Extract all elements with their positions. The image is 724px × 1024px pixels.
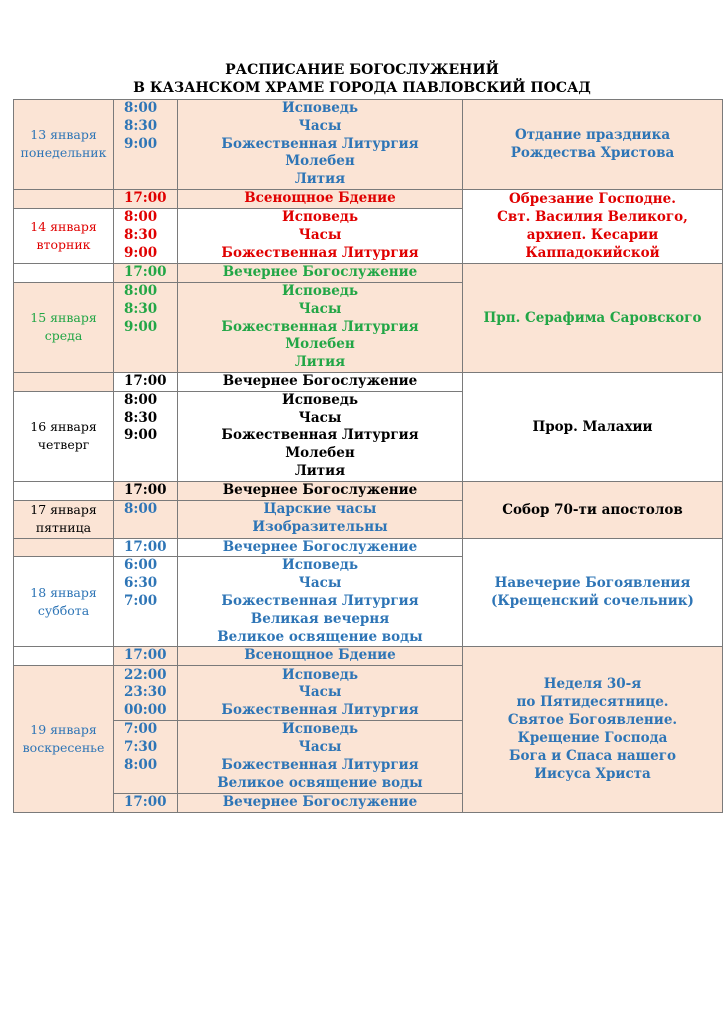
service-time: 17:00 bbox=[114, 793, 178, 812]
day-date: 14 января bbox=[30, 218, 97, 234]
service-time: 9:00 bbox=[124, 244, 158, 261]
service-name: Вечернее Богослужение bbox=[178, 481, 463, 500]
feast-line: (Крещенский сочельник) bbox=[491, 593, 694, 610]
service-name: Изобразительны bbox=[252, 519, 388, 536]
service-time: 6:00 bbox=[124, 557, 158, 574]
service-name: Вечернее Богослужение bbox=[178, 372, 463, 391]
feast-line: Крещение Господа bbox=[517, 730, 668, 747]
feast-line: Отдание праздника bbox=[514, 127, 671, 144]
service-name: Божественная Литургия bbox=[221, 318, 419, 335]
feast-line: Святое Богоявление. bbox=[507, 712, 678, 729]
service-name: Лития bbox=[294, 462, 346, 479]
service-name: Всенощное Бдение bbox=[178, 647, 463, 666]
service-name: Молебен bbox=[285, 153, 355, 170]
time-cell bbox=[114, 721, 178, 793]
service-name: Вечернее Богослужение bbox=[178, 263, 463, 282]
day-weekday: понедельник bbox=[20, 145, 107, 161]
service-name: Часы bbox=[298, 739, 342, 756]
day-date: 17 января bbox=[30, 502, 97, 518]
services-cell bbox=[178, 100, 463, 190]
time-cell bbox=[114, 100, 178, 190]
service-time: 8:00 bbox=[124, 391, 158, 408]
service-time: 7:00 bbox=[124, 592, 158, 609]
service-time: 17:00 bbox=[114, 372, 178, 391]
feast-line: Неделя 30-я bbox=[543, 676, 642, 693]
service-name: Всенощное Бдение bbox=[178, 189, 463, 208]
evening-row bbox=[14, 647, 723, 666]
services-cell bbox=[178, 282, 463, 372]
service-name: Часы bbox=[298, 409, 342, 426]
service-time: 8:00 bbox=[124, 282, 158, 299]
service-name: Божественная Литургия bbox=[221, 244, 419, 261]
evening-row bbox=[14, 372, 723, 391]
service-name: Исповедь bbox=[282, 391, 358, 408]
service-name: Молебен bbox=[285, 445, 355, 462]
evening-row bbox=[14, 481, 723, 500]
service-name: Божественная Литургия bbox=[221, 592, 419, 609]
service-name: Великая вечерня bbox=[250, 610, 390, 627]
service-name: Молебен bbox=[285, 336, 355, 353]
services-cell bbox=[178, 721, 463, 793]
day-date: 18 января bbox=[30, 584, 97, 600]
day-date-cell bbox=[14, 100, 114, 190]
day-weekday: вторник bbox=[36, 236, 91, 252]
service-time: 8:00 bbox=[124, 209, 158, 226]
feast-cell bbox=[463, 189, 723, 263]
schedule-title-line-2: В КАЗАНСКОМ ХРАМЕ ГОРОДА ПАВЛОВСКИЙ ПОСАД bbox=[133, 80, 591, 96]
day-weekday: пятница bbox=[35, 520, 92, 536]
day-date: 16 января bbox=[30, 419, 97, 435]
feast-line: Бога и Спаса нашего bbox=[508, 748, 677, 765]
service-name: Исповедь bbox=[282, 209, 358, 226]
service-name: Великое освящение воды bbox=[217, 628, 423, 645]
service-time: 22:00 bbox=[124, 666, 167, 683]
feast-line: Прор. Малахии bbox=[532, 418, 653, 435]
service-time: 00:00 bbox=[124, 702, 167, 719]
service-time: 8:30 bbox=[124, 227, 158, 244]
service-name: Божественная Литургия bbox=[221, 702, 419, 719]
time-cell bbox=[114, 208, 178, 263]
feast-cell bbox=[463, 100, 723, 190]
service-name: Вечернее Богослужение bbox=[178, 793, 463, 812]
feast-cell bbox=[463, 263, 723, 372]
day-row-13-morning bbox=[14, 100, 723, 190]
service-name: Часы bbox=[298, 684, 342, 701]
feast-line: Прп. Серафима Саровского bbox=[483, 309, 702, 326]
service-time: 6:30 bbox=[124, 575, 158, 592]
service-time: 8:30 bbox=[124, 409, 158, 426]
service-time: 8:30 bbox=[124, 117, 158, 134]
evening-row bbox=[14, 189, 723, 208]
services-cell bbox=[178, 557, 463, 647]
feast-cell bbox=[463, 481, 723, 538]
service-name: Вечернее Богослужение bbox=[178, 538, 463, 557]
day-weekday: воскресенье bbox=[22, 739, 105, 755]
feast-line: по Пятидесятнице. bbox=[516, 694, 669, 711]
service-time: 9:00 bbox=[124, 135, 158, 152]
day-date-cell bbox=[14, 557, 114, 647]
services-cell bbox=[178, 666, 463, 721]
service-name: Божественная Литургия bbox=[221, 756, 419, 773]
time-cell bbox=[114, 282, 178, 372]
service-name: Лития bbox=[294, 171, 346, 188]
feast-cell bbox=[463, 372, 723, 481]
service-time: 9:00 bbox=[124, 318, 158, 335]
day-date-cell bbox=[14, 282, 114, 372]
feast-line: Обрезание Господне. bbox=[509, 191, 676, 208]
day-date-cell bbox=[14, 208, 114, 263]
feast-line: архиеп. Кесарии bbox=[526, 227, 659, 244]
service-name: Божественная Литургия bbox=[221, 135, 419, 152]
service-name: Исповедь bbox=[282, 282, 358, 299]
schedule-title-line-1: РАСПИСАНИЕ БОГОСЛУЖЕНИЙ bbox=[225, 62, 499, 78]
evening-row bbox=[14, 538, 723, 557]
service-time: 8:00 bbox=[124, 100, 158, 116]
day-date-cell bbox=[14, 391, 114, 481]
day-date: 13 января bbox=[30, 127, 97, 143]
feast-line: Рождества Христова bbox=[510, 145, 675, 162]
service-name: Царские часы bbox=[263, 501, 377, 518]
feast-cell bbox=[463, 538, 723, 647]
service-time: 17:00 bbox=[114, 538, 178, 557]
feast-line: Собор 70-ти апостолов bbox=[502, 501, 683, 518]
service-name: Часы bbox=[298, 227, 342, 244]
empty-date-cell bbox=[14, 372, 114, 391]
service-name: Часы bbox=[298, 117, 342, 134]
time-cell bbox=[114, 391, 178, 481]
time-cell bbox=[114, 666, 178, 721]
service-time: 23:30 bbox=[124, 684, 167, 701]
day-weekday: суббота bbox=[37, 602, 90, 618]
empty-date-cell bbox=[14, 189, 114, 208]
service-time: 7:30 bbox=[124, 739, 158, 756]
service-time: 17:00 bbox=[114, 481, 178, 500]
service-name: Исповедь bbox=[282, 721, 358, 738]
service-time: 9:00 bbox=[124, 427, 158, 444]
day-weekday: среда bbox=[44, 328, 83, 344]
service-time: 7:00 bbox=[124, 721, 158, 738]
feast-line: Свт. Василия Великого, bbox=[497, 209, 688, 226]
day-date: 19 января bbox=[30, 721, 97, 737]
service-name: Божественная Литургия bbox=[221, 427, 419, 444]
service-name: Лития bbox=[294, 354, 346, 371]
service-time: 8:00 bbox=[124, 756, 158, 773]
time-cell bbox=[114, 500, 178, 538]
service-time: 8:30 bbox=[124, 300, 158, 317]
service-name: Часы bbox=[298, 575, 342, 592]
services-cell bbox=[178, 208, 463, 263]
service-time: 8:00 bbox=[124, 500, 158, 517]
day-date-cell bbox=[14, 666, 114, 812]
service-name: Исповедь bbox=[282, 557, 358, 574]
feast-line: Каппадокийской bbox=[525, 245, 660, 262]
service-time: 17:00 bbox=[114, 263, 178, 282]
empty-date-cell bbox=[14, 538, 114, 557]
evening-row bbox=[14, 263, 723, 282]
empty-date-cell bbox=[14, 263, 114, 282]
day-weekday: четверг bbox=[37, 437, 90, 453]
service-name: Великое освящение воды bbox=[217, 774, 423, 791]
service-name: Исповедь bbox=[282, 666, 358, 683]
service-name: Часы bbox=[298, 300, 342, 317]
time-cell bbox=[114, 557, 178, 647]
feast-cell bbox=[463, 647, 723, 812]
empty-date-cell bbox=[14, 481, 114, 500]
schedule-table bbox=[13, 99, 723, 813]
service-time: 17:00 bbox=[114, 189, 178, 208]
empty-date-cell bbox=[14, 647, 114, 666]
feast-line: Навечерие Богоявления bbox=[494, 575, 691, 592]
service-time: 17:00 bbox=[114, 647, 178, 666]
services-cell bbox=[178, 391, 463, 481]
service-name: Исповедь bbox=[282, 100, 358, 116]
day-date-cell bbox=[14, 500, 114, 538]
day-date: 15 января bbox=[30, 310, 97, 326]
services-cell bbox=[178, 500, 463, 538]
feast-line: Иисуса Христа bbox=[534, 766, 651, 783]
